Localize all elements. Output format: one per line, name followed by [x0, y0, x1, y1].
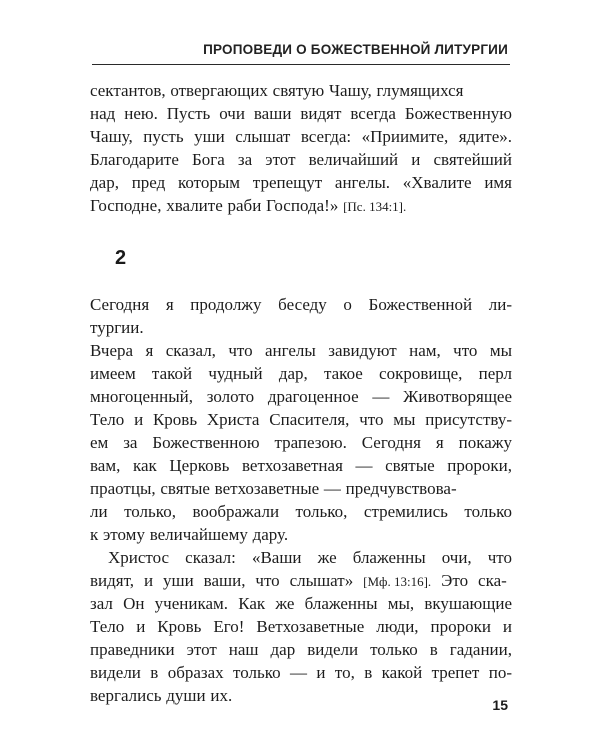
text-line: над нею. Пусть очи ваши видят всегда Божественную	[90, 104, 512, 123]
text-line: имеем такой чудный дар, такое сокровище, перл	[90, 364, 512, 383]
text-line: Тело и Кровь Христа Спасителя, что мы присутству-	[90, 410, 512, 429]
section-number: 2	[115, 247, 127, 269]
text-line: зал Он ученикам. Как же блаженны мы, вкушающие	[90, 594, 512, 613]
text-fragment: видят, и уши ваши, что слышат»	[90, 571, 354, 590]
text-fragment: Это ска-	[441, 571, 507, 590]
scripture-citation: [Мф. 13:16].	[363, 574, 432, 589]
text-line: ли только, воображали только, стремились только	[90, 502, 512, 521]
text-line: Вчера я сказал, что ангелы завидуют нам, что мы	[90, 341, 512, 360]
text-line	[90, 194, 512, 217]
text-line: праведники этот наш дар видели только в гадании,	[90, 640, 512, 659]
text-line: вам, как Церковь ветхозаветная — святые пророки,	[90, 456, 512, 475]
text-line: Чашу, пусть уши слышат всегда: «Приимите, ядите».	[90, 127, 512, 146]
text-line: вергались души их.	[90, 686, 233, 705]
text-line: к этому величайшему дару.	[90, 525, 289, 544]
text-line	[90, 569, 512, 592]
text-line: дар, пред которым трепещут ангелы. «Хвалите имя	[90, 173, 512, 192]
text-line: Тело и Кровь Его! Ветхозаветные люди, пророки и	[90, 617, 512, 636]
text-line: Сегодня я продолжу беседу о Божественной ли-	[90, 295, 512, 314]
text-line: многоценный, золото драгоценное — Животворящее	[90, 387, 512, 406]
text-line: Христос сказал: «Ваши же блаженны очи, что	[108, 548, 512, 567]
scripture-citation: [Пс. 134:1].	[343, 199, 407, 214]
text-line: Благодарите Бога за этот величайший и святейший	[90, 150, 512, 169]
sermon-body	[90, 293, 512, 707]
text-fragment: Господне, хвалите раби Господа!»	[90, 196, 339, 215]
header-rule	[92, 64, 510, 65]
running-title: ПРОПОВЕДИ О БОЖЕСТВЕННОЙ ЛИТУРГИИ	[203, 42, 508, 57]
page-number: 15	[492, 697, 508, 713]
text-line: праотцы, святые ветхозаветные — предчувствова-	[90, 479, 457, 498]
text-line: видели в образах только — и то, в какой трепет по-	[90, 663, 512, 682]
text-line: ем за Божественною трапезою. Сегодня я покажу	[90, 433, 512, 452]
text-line: тургии.	[90, 318, 144, 337]
continued-paragraph	[90, 79, 512, 217]
text-line: сектантов, отвергающих святую Чашу, глумящихся	[90, 81, 464, 100]
